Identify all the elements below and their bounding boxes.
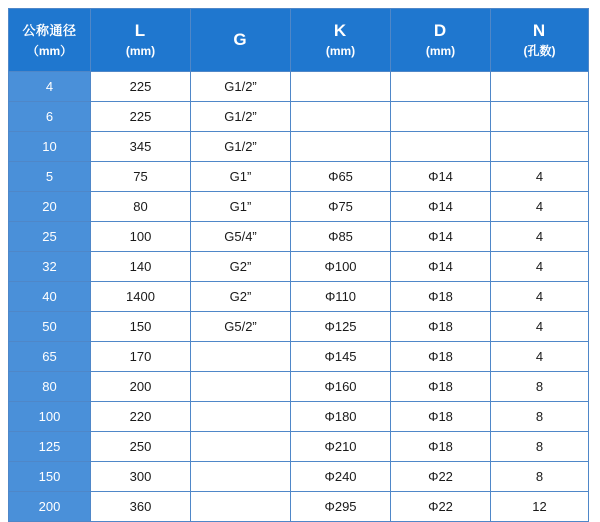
column-header-nominal-diameter [9,9,91,72]
table-cell: 140 [91,252,191,282]
table-cell: 345 [91,132,191,162]
table-cell: G1” [191,162,291,192]
table-cell [191,342,291,372]
table-cell: Φ18 [391,312,491,342]
table-cell [191,402,291,432]
column-header-n [491,9,589,72]
table-cell [491,102,589,132]
column-header-sub-label: (mm) [425,44,456,58]
table-cell: 4 [491,162,589,192]
column-header-main-label: 公称通径 [22,23,77,38]
table-cell: 250 [91,432,191,462]
table-cell [291,132,391,162]
table-cell: 8 [491,432,589,462]
cell-nominal-diameter: 6 [9,102,91,132]
table-cell: 100 [91,222,191,252]
table-cell: G1/2” [191,132,291,162]
table-cell: Φ65 [291,162,391,192]
table-header-row [9,9,589,72]
cell-nominal-diameter: 32 [9,252,91,282]
table-cell: 8 [491,402,589,432]
table-cell: 225 [91,72,191,102]
cell-nominal-diameter: 10 [9,132,91,162]
table-row [9,372,589,402]
column-header-main-label: L [134,21,147,40]
table-row [9,492,589,522]
table-cell: Φ14 [391,192,491,222]
table-cell: Φ145 [291,342,391,372]
table-cell: Φ180 [291,402,391,432]
table-cell [291,72,391,102]
table-cell: Φ85 [291,222,391,252]
column-header-sub-label: (孔数) [523,44,556,58]
table-cell [491,72,589,102]
cell-nominal-diameter: 5 [9,162,91,192]
table-cell: G2” [191,282,291,312]
cell-nominal-diameter: 25 [9,222,91,252]
cell-nominal-diameter: 150 [9,462,91,492]
table-row [9,462,589,492]
table-cell: 80 [91,192,191,222]
table-cell: Φ22 [391,492,491,522]
table-cell: 8 [491,462,589,492]
table-cell: G1/2” [191,102,291,132]
table-cell: Φ125 [291,312,391,342]
table-row [9,162,589,192]
table-cell: Φ295 [291,492,391,522]
table-row [9,192,589,222]
table-body [9,72,589,522]
cell-nominal-diameter: 100 [9,402,91,432]
cell-nominal-diameter: 50 [9,312,91,342]
table-cell: G1” [191,192,291,222]
column-header-d [391,9,491,72]
table-cell: 1400 [91,282,191,312]
table-cell: 220 [91,402,191,432]
column-header-sub-label: (mm) [325,44,356,58]
column-header-sub-label: （mm） [26,44,73,58]
table-cell [391,72,491,102]
column-header-main-label: K [333,21,348,40]
cell-nominal-diameter: 4 [9,72,91,102]
column-header-main-label: D [433,21,448,40]
table-row [9,312,589,342]
table-row [9,72,589,102]
table-cell: Φ18 [391,282,491,312]
table-cell: G1/2” [191,72,291,102]
cell-nominal-diameter: 80 [9,372,91,402]
column-header-main-label: G [233,30,248,49]
table-cell [291,102,391,132]
table-row [9,102,589,132]
table-cell: 170 [91,342,191,372]
table-row [9,342,589,372]
column-header-sub-label: (mm) [125,44,156,58]
table-cell: Φ110 [291,282,391,312]
table-row [9,432,589,462]
specification-table [8,8,589,522]
column-header-l [91,9,191,72]
table-cell: 4 [491,342,589,372]
table-cell [191,492,291,522]
table-cell: 360 [91,492,191,522]
table-cell: Φ18 [391,432,491,462]
table-cell [491,132,589,162]
table-cell: Φ210 [291,432,391,462]
table-cell: 300 [91,462,191,492]
table-cell: 4 [491,312,589,342]
table-cell: Φ14 [391,162,491,192]
table-cell: 4 [491,222,589,252]
cell-nominal-diameter: 20 [9,192,91,222]
table-cell: G5/2” [191,312,291,342]
column-header-k [291,9,391,72]
column-header-g [191,9,291,72]
table-cell: Φ18 [391,342,491,372]
table-cell [391,132,491,162]
table-cell: 75 [91,162,191,192]
table-cell: 4 [491,282,589,312]
table-cell [191,432,291,462]
cell-nominal-diameter: 40 [9,282,91,312]
table-cell: 12 [491,492,589,522]
table-row [9,222,589,252]
table-cell: Φ14 [391,252,491,282]
table-cell: Φ18 [391,402,491,432]
table-cell: Φ100 [291,252,391,282]
table-cell: 150 [91,312,191,342]
table-cell: Φ14 [391,222,491,252]
cell-nominal-diameter: 200 [9,492,91,522]
column-header-main-label: N [532,21,547,40]
table-row [9,252,589,282]
table-cell [391,102,491,132]
table-cell: 4 [491,192,589,222]
table-cell: Φ18 [391,372,491,402]
table-cell: G5/4” [191,222,291,252]
table-cell [191,462,291,492]
table-header [9,9,589,72]
table-cell: Φ22 [391,462,491,492]
table-cell [191,372,291,402]
table-cell: G2” [191,252,291,282]
table-cell: 8 [491,372,589,402]
table-row [9,132,589,162]
table-cell: Φ160 [291,372,391,402]
cell-nominal-diameter: 65 [9,342,91,372]
table-cell: 200 [91,372,191,402]
table-row [9,282,589,312]
table-cell: Φ240 [291,462,391,492]
table-cell: 225 [91,102,191,132]
table-cell: Φ75 [291,192,391,222]
table-row [9,402,589,432]
table-cell: 4 [491,252,589,282]
cell-nominal-diameter: 125 [9,432,91,462]
